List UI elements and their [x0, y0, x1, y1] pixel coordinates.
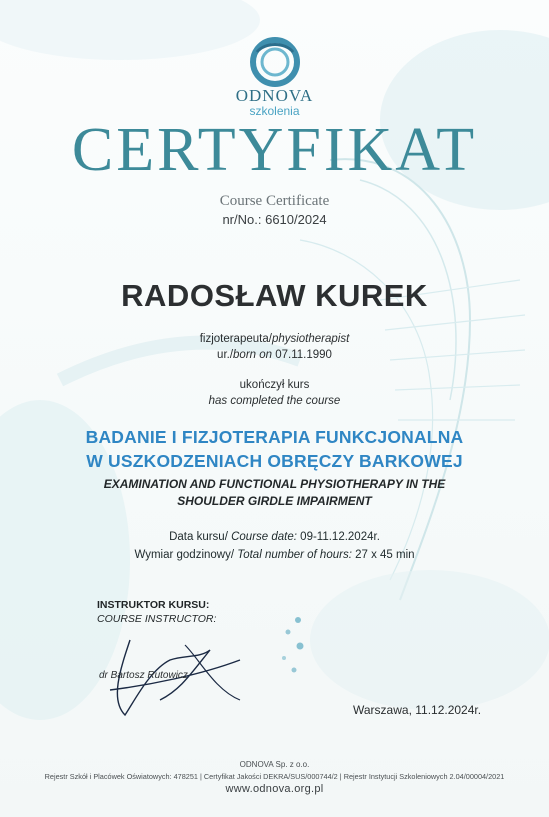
certificate-title: CERTYFIKAT [71, 116, 478, 184]
completed-pl: ukończył kurs [239, 379, 310, 391]
course-title-en-2: SHOULDER GIRDLE IMPAIRMENT [177, 494, 372, 508]
hours-label-en: Total number of hours: [237, 549, 352, 561]
number-value: 6610/2024 [265, 212, 327, 227]
date-label-pl: Data kursu/ [169, 531, 228, 543]
completed-en: has completed the course [208, 395, 341, 407]
odnova-logo [245, 34, 305, 94]
certificate-number [0, 212, 549, 227]
hours-label-pl: Wymiar godzinowy/ [134, 549, 235, 561]
certificate-subtitle: Course Certificate [219, 193, 330, 209]
profession-pl: fizjoterapeuta/ [199, 333, 272, 345]
born-pl: ur./ [217, 349, 234, 361]
instructor-name: dr Bartosz Rutowicz [99, 670, 188, 681]
born-date: 07.11.1990 [275, 349, 332, 361]
recipient-name: RADOSŁAW KUREK [121, 278, 428, 313]
instructor-heading-en: COURSE INSTRUCTOR: [97, 613, 217, 625]
number-label: nr/No.: [222, 212, 262, 227]
recipient-profession [0, 333, 549, 345]
hours-value: 27 x 45 min [355, 549, 415, 561]
date-value: 09-11.12.2024r. [300, 531, 380, 543]
decorative-dots [270, 610, 320, 680]
course-date [0, 531, 549, 543]
course-hours [0, 549, 549, 561]
date-label-en: Course date: [231, 531, 297, 543]
brand-name: ODNOVA [235, 86, 314, 105]
course-title-en-1: EXAMINATION AND FUNCTIONAL PHYSIOTHERAPY IN THE [103, 477, 446, 491]
instructor-heading: INSTRUKTOR KURSU: [97, 599, 210, 611]
footer-website[interactable]: www.odnova.org.pl [225, 783, 324, 795]
profession-en: physiotherapist [271, 333, 350, 345]
place-and-date: Warszawa, 11.12.2024r. [353, 703, 482, 717]
course-title-pl-2: W USZKODZENIACH OBRĘCZY BARKOWEJ [86, 451, 463, 471]
brand-subtitle: szkolenia [249, 104, 300, 118]
born-en: born on [233, 349, 273, 361]
recipient-birth [0, 349, 549, 361]
course-title-pl-1: BADANIE I FIZJOTERAPIA FUNKCJONALNA [85, 427, 464, 447]
footer-registry: Rejestr Szkół i Placówek Oświatowych: 478251 | Certyfikat Jakości DEKRA/SUS/000744/2 | Rejestr Instytucji Szkoleniowych 2.04/00004/2021 [44, 772, 505, 781]
footer-company: ODNOVA Sp. z o.o. [239, 760, 310, 769]
